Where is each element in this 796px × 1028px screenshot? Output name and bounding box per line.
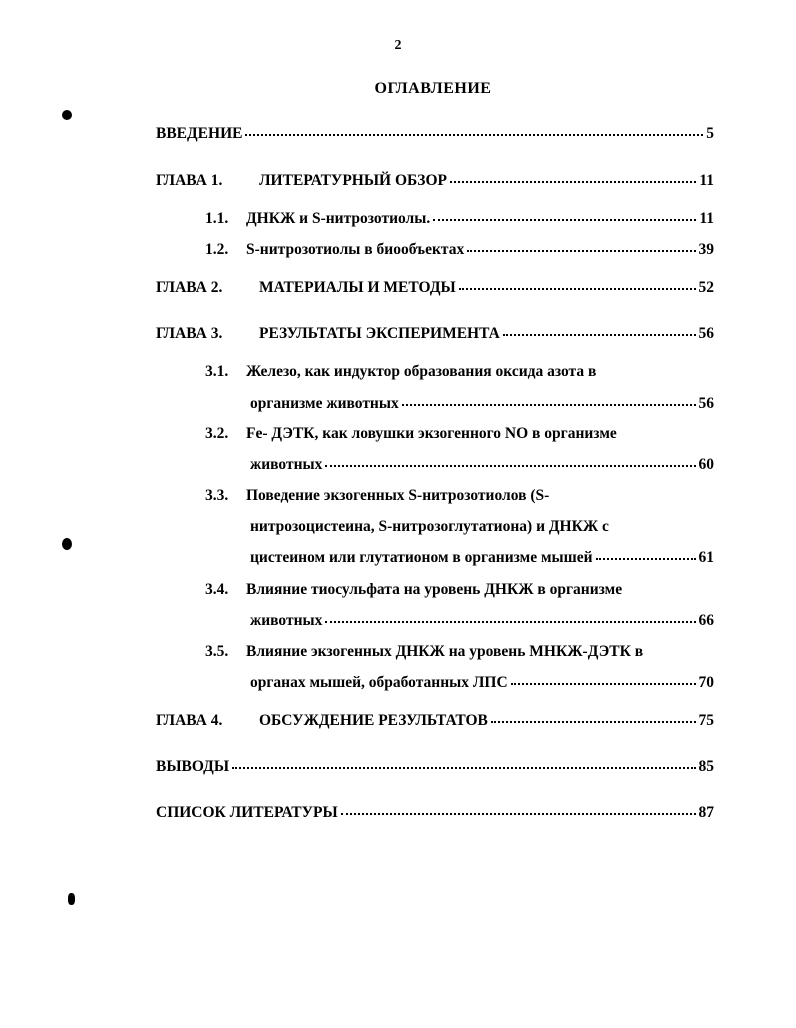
section-number: 3.5.: [205, 643, 229, 660]
dot-leader: [596, 557, 696, 560]
toc-page-number: 66: [698, 612, 714, 629]
section-number: 1.1.: [205, 210, 229, 227]
toc-entry-references[interactable]: [156, 803, 714, 823]
toc-entry-section-3-4-line2[interactable]: [250, 611, 714, 631]
dot-leader: [341, 812, 696, 815]
dot-leader: [503, 333, 696, 336]
chapter-label: ГЛАВА 1.: [156, 172, 223, 189]
toc-page-number: 56: [698, 325, 714, 342]
toc-entry-section-1-2[interactable]: [205, 240, 714, 260]
toc-entry-intro[interactable]: [156, 124, 714, 144]
dot-leader: [325, 620, 695, 623]
toc-entry-text: ВВЕДЕНИЕ: [156, 125, 243, 142]
dot-leader: [450, 180, 696, 183]
toc-entry-text: СПИСОК ЛИТЕРАТУРЫ: [156, 804, 338, 821]
chapter-label: ГЛАВА 2.: [156, 279, 223, 296]
toc-entry-text: животных: [250, 612, 323, 629]
toc-entry-text: организме животных: [250, 395, 399, 412]
toc-page-number: 75: [698, 712, 714, 729]
toc-entry-section-3-5-line2[interactable]: [250, 673, 714, 693]
section-number: 1.2.: [205, 241, 229, 258]
toc-entry-section-3-4-line1[interactable]: [205, 580, 714, 600]
section-number: 3.1.: [205, 363, 229, 380]
toc-entry-text: Влияние тиосульфата на уровень ДНКЖ в организме: [246, 581, 623, 598]
toc-page-number: 60: [698, 456, 714, 473]
toc-entry-chapter-4[interactable]: [156, 711, 714, 731]
toc-entry-text: ДНКЖ и S-нитрозотиолы.: [246, 210, 431, 227]
toc-entry-text: цистеином или глутатионом в организме мышей: [250, 549, 593, 566]
toc-page-number: 61: [698, 549, 714, 566]
dot-leader: [325, 464, 695, 467]
toc-entry-chapter-3[interactable]: [156, 324, 714, 344]
chapter-label: ГЛАВА 4.: [156, 712, 223, 729]
toc-entry-section-3-1-line2[interactable]: [250, 394, 714, 414]
chapter-label: ГЛАВА 3.: [156, 325, 223, 342]
dot-leader: [402, 403, 696, 406]
toc-entry-text: ЛИТЕРАТУРНЫЙ ОБЗОР: [259, 172, 447, 189]
toc-entry-text: ВЫВОДЫ: [156, 758, 230, 775]
toc-page-number: 85: [698, 758, 714, 775]
toc-entry-text: органах мышей, обработанных ЛПС: [250, 674, 508, 691]
page-number: 2: [394, 38, 402, 53]
toc-entry-text: Влияние экзогенных ДНКЖ на уровень МНКЖ-ДЭТК в: [246, 643, 644, 660]
toc-page-number: 87: [698, 804, 714, 821]
toc-entry-text: животных: [250, 456, 323, 473]
toc-entry-text: Fe- ДЭТК, как ловушки экзогенного NO в организме: [246, 425, 617, 442]
section-number: 3.2.: [205, 425, 229, 442]
toc-entry-section-3-3-line2[interactable]: [250, 517, 714, 537]
toc-page-number: 5: [706, 125, 714, 142]
dot-leader: [491, 720, 696, 723]
dot-leader: [467, 249, 695, 252]
toc-entry-section-3-1-line1[interactable]: [205, 362, 714, 382]
dot-leader: [511, 682, 696, 685]
toc-entry-text: ОБСУЖДЕНИЕ РЕЗУЛЬТАТОВ: [259, 712, 488, 729]
toc-entry-text: РЕЗУЛЬТАТЫ ЭКСПЕРИМЕНТА: [259, 325, 500, 342]
toc-page-number: 11: [699, 172, 714, 189]
toc-page-number: 11: [699, 210, 714, 227]
toc-page-number: 56: [698, 395, 714, 412]
section-number: 3.3.: [205, 487, 229, 504]
toc-entry-text: Железо, как индуктор образования оксида азота в: [246, 363, 597, 380]
toc-entry-section-3-5-line1[interactable]: [205, 642, 714, 662]
toc-title: ОГЛАВЛЕНИЕ: [374, 80, 492, 97]
toc-entry-conclusions[interactable]: [156, 757, 714, 777]
toc-entry-chapter-2[interactable]: [156, 278, 714, 298]
toc-entry-section-3-2-line2[interactable]: [250, 455, 714, 475]
dot-leader: [433, 218, 696, 221]
toc-entry-section-3-2-line1[interactable]: [205, 424, 714, 444]
toc-entry-chapter-1[interactable]: [156, 171, 714, 191]
toc-page-number: 52: [698, 279, 714, 296]
dot-leader: [232, 766, 695, 769]
toc-page-number: 39: [698, 241, 714, 258]
toc-entry-text: S-нитрозотиолы в биообъектах: [246, 241, 465, 258]
toc-entry-text: МАТЕРИАЛЫ И МЕТОДЫ: [259, 279, 456, 296]
section-number: 3.4.: [205, 581, 229, 598]
dot-leader: [459, 287, 696, 290]
toc-entry-text: нитрозоцистеина, S-нитрозоглутатиона) и ДНКЖ с: [250, 518, 609, 535]
toc-entry-section-1-1[interactable]: [205, 209, 714, 229]
toc-entry-text: Поведение экзогенных S-нитрозотиолов (S-: [246, 487, 550, 504]
toc-entry-section-3-3-line1[interactable]: [205, 486, 714, 506]
toc-page-number: 70: [698, 674, 714, 691]
dot-leader: [245, 133, 703, 136]
toc-entry-section-3-3-line3[interactable]: [250, 548, 714, 568]
